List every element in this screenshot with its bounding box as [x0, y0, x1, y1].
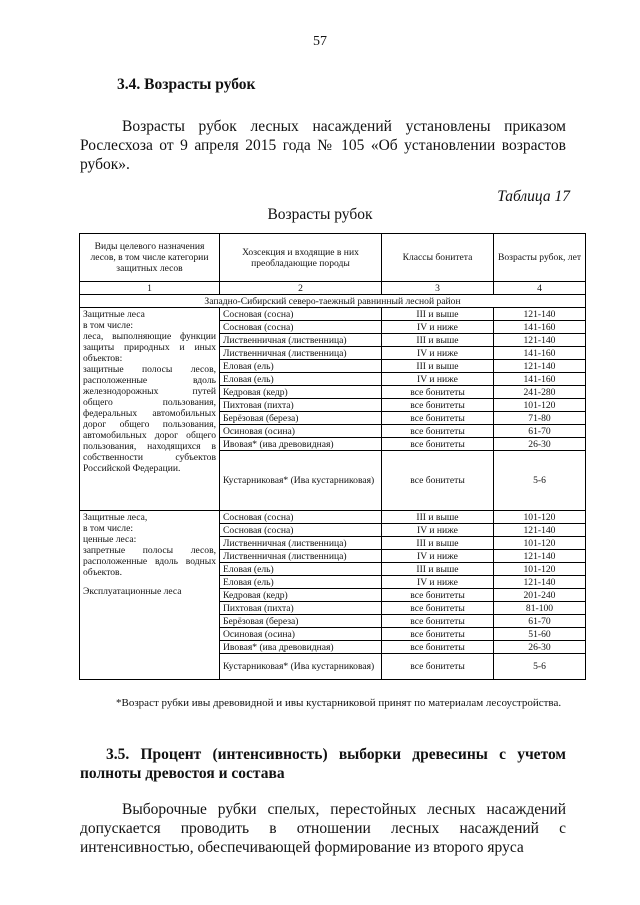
column-number: 1 [80, 282, 220, 295]
column-number: 4 [494, 282, 586, 295]
site-class-cell: все бонитеты [382, 654, 494, 680]
section-species-cell: Пихтовая (пихта) [220, 399, 382, 412]
section-species-cell: Берёзовая (береза) [220, 615, 382, 628]
column-number-row [80, 282, 586, 295]
site-class-cell: IV и ниже [382, 347, 494, 360]
column-number: 2 [220, 282, 382, 295]
site-class-cell: III и выше [382, 360, 494, 373]
site-class-cell: все бонитеты [382, 386, 494, 399]
cutting-age-cell: 141-160 [494, 347, 586, 360]
table-row [80, 511, 586, 524]
footnote: *Возраст рубки ивы древовидной и ивы кустарниковой принят по материалам лесоустройства. [116, 697, 562, 709]
category-line: в том числе: [83, 320, 134, 331]
category-cell [80, 308, 220, 511]
cutting-age-cell: 141-160 [494, 373, 586, 386]
section-species-cell: Сосновая (сосна) [220, 524, 382, 537]
site-class-cell: III и выше [382, 563, 494, 576]
section-species-cell: Еловая (ель) [220, 563, 382, 576]
category-line: запретные полосы лесов, расположенные вдоль водных объектов. [83, 545, 216, 578]
site-class-cell: все бонитеты [382, 412, 494, 425]
cutting-age-cell: 121-140 [494, 334, 586, 347]
section-species-cell: Кустарниковая* (Ива кустарниковая) [220, 654, 382, 680]
page-number: 57 [313, 34, 327, 49]
section-species-cell: Кедровая (кедр) [220, 386, 382, 399]
site-class-cell: IV и ниже [382, 550, 494, 563]
cutting-age-cell: 81-100 [494, 602, 586, 615]
category-line: Эксплуатационные леса [83, 586, 182, 597]
section-species-cell: Еловая (ель) [220, 360, 382, 373]
header-cell: Виды целевого назначения лесов, в том числе категории защитных лесов [80, 234, 220, 282]
section-species-cell: Берёзовая (береза) [220, 412, 382, 425]
cutting-age-cell: 26-30 [494, 641, 586, 654]
category-line: защитные полосы лесов, расположенные вдоль железнодорожных путей общего пользования, федеральных автомобильных дорог общего пользования, автомобильных дорог общего пользования, находящихся в собственности субъектов Российской Федерации. [83, 364, 216, 474]
section-species-cell: Еловая (ель) [220, 373, 382, 386]
site-class-cell: IV и ниже [382, 373, 494, 386]
site-class-cell: все бонитеты [382, 602, 494, 615]
category-line: в том числе: [83, 523, 134, 534]
section-3-5-paragraph: Выборочные рубки спелых, перестойных лесных насаждений допускается проводить в отношении лесных насаждений с интенсивностью, обеспечивающей формирование из второго яруса [80, 801, 566, 856]
cutting-age-cell: 71-80 [494, 412, 586, 425]
cutting-age-cell: 201-240 [494, 589, 586, 602]
section-species-cell: Ивовая* (ива древовидная) [220, 641, 382, 654]
cutting-age-cell: 5-6 [494, 451, 586, 511]
table-row [80, 308, 586, 321]
site-class-cell: III и выше [382, 308, 494, 321]
site-class-cell: все бонитеты [382, 399, 494, 412]
section-species-cell: Сосновая (сосна) [220, 308, 382, 321]
cutting-age-cell: 101-120 [494, 537, 586, 550]
site-class-cell: все бонитеты [382, 615, 494, 628]
cutting-age-cell: 101-120 [494, 511, 586, 524]
section-species-cell: Осиновая (осина) [220, 628, 382, 641]
cutting-age-cell: 51-60 [494, 628, 586, 641]
section-species-cell: Кустарниковая* (Ива кустарниковая) [220, 451, 382, 511]
cutting-age-cell: 101-120 [494, 563, 586, 576]
cutting-age-cell: 121-140 [494, 576, 586, 589]
cutting-age-cell: 141-160 [494, 321, 586, 334]
header-cell: Классы бонитета [382, 234, 494, 282]
section-species-cell: Осиновая (осина) [220, 425, 382, 438]
section-species-cell: Лиственничная (лиственница) [220, 347, 382, 360]
section-species-cell: Ивовая* (ива древовидная) [220, 438, 382, 451]
site-class-cell: III и выше [382, 537, 494, 550]
cutting-age-cell: 121-140 [494, 550, 586, 563]
section-heading-3-4: 3.4. Возрасты рубок [117, 76, 256, 93]
site-class-cell: IV и ниже [382, 321, 494, 334]
cutting-age-cell: 61-70 [494, 615, 586, 628]
cutting-age-cell: 26-30 [494, 438, 586, 451]
section-species-cell: Сосновая (сосна) [220, 321, 382, 334]
table-number: Таблица 17 [497, 188, 570, 205]
header-cell: Хозсекция и входящие в них преобладающие породы [220, 234, 382, 282]
site-class-cell: все бонитеты [382, 438, 494, 451]
cutting-age-cell: 121-140 [494, 308, 586, 321]
category-line: леса, выполняющие функции защиты природных и иных объектов: [83, 331, 216, 364]
category-line: Защитные леса [83, 309, 145, 320]
site-class-cell: все бонитеты [382, 451, 494, 511]
region-cell: Западно-Сибирский северо-таежный равнинный лесной район [80, 295, 586, 308]
table-title: Возрасты рубок [267, 206, 373, 223]
intro-paragraph: Возрасты рубок лесных насаждений установлены приказом Рослесхоза от 9 апреля 2015 года № 105 «Об установлении возрастов рубок». [80, 118, 566, 173]
cutting-age-cell: 61-70 [494, 425, 586, 438]
site-class-cell: III и выше [382, 334, 494, 347]
header-cell: Возрасты рубок, лет [494, 234, 586, 282]
category-line: Защитные леса, [83, 512, 148, 523]
section-species-cell: Сосновая (сосна) [220, 511, 382, 524]
section-heading-3-5: 3.5. Процент (интенсивность) выборки древесины с учетом полноты древостоя и состава [80, 746, 566, 782]
section-species-cell: Лиственничная (лиственница) [220, 537, 382, 550]
section-species-cell: Пихтовая (пихта) [220, 602, 382, 615]
section-species-cell: Еловая (ель) [220, 576, 382, 589]
site-class-cell: все бонитеты [382, 628, 494, 641]
site-class-cell: IV и ниже [382, 576, 494, 589]
cutting-age-cell: 5-6 [494, 654, 586, 680]
column-number: 3 [382, 282, 494, 295]
cutting-age-table [79, 233, 586, 680]
site-class-cell: все бонитеты [382, 589, 494, 602]
cutting-age-cell: 121-140 [494, 524, 586, 537]
region-row [80, 295, 586, 308]
section-species-cell: Кедровая (кедр) [220, 589, 382, 602]
site-class-cell: все бонитеты [382, 425, 494, 438]
site-class-cell: IV и ниже [382, 524, 494, 537]
cutting-age-cell: 101-120 [494, 399, 586, 412]
category-cell [80, 511, 220, 680]
section-species-cell: Лиственничная (лиственница) [220, 334, 382, 347]
section-species-cell: Лиственничная (лиственница) [220, 550, 382, 563]
cutting-age-cell: 241-280 [494, 386, 586, 399]
category-line: ценные леса: [83, 534, 137, 545]
cutting-age-cell: 121-140 [494, 360, 586, 373]
site-class-cell: III и выше [382, 511, 494, 524]
table-header-row [80, 234, 586, 282]
site-class-cell: все бонитеты [382, 641, 494, 654]
